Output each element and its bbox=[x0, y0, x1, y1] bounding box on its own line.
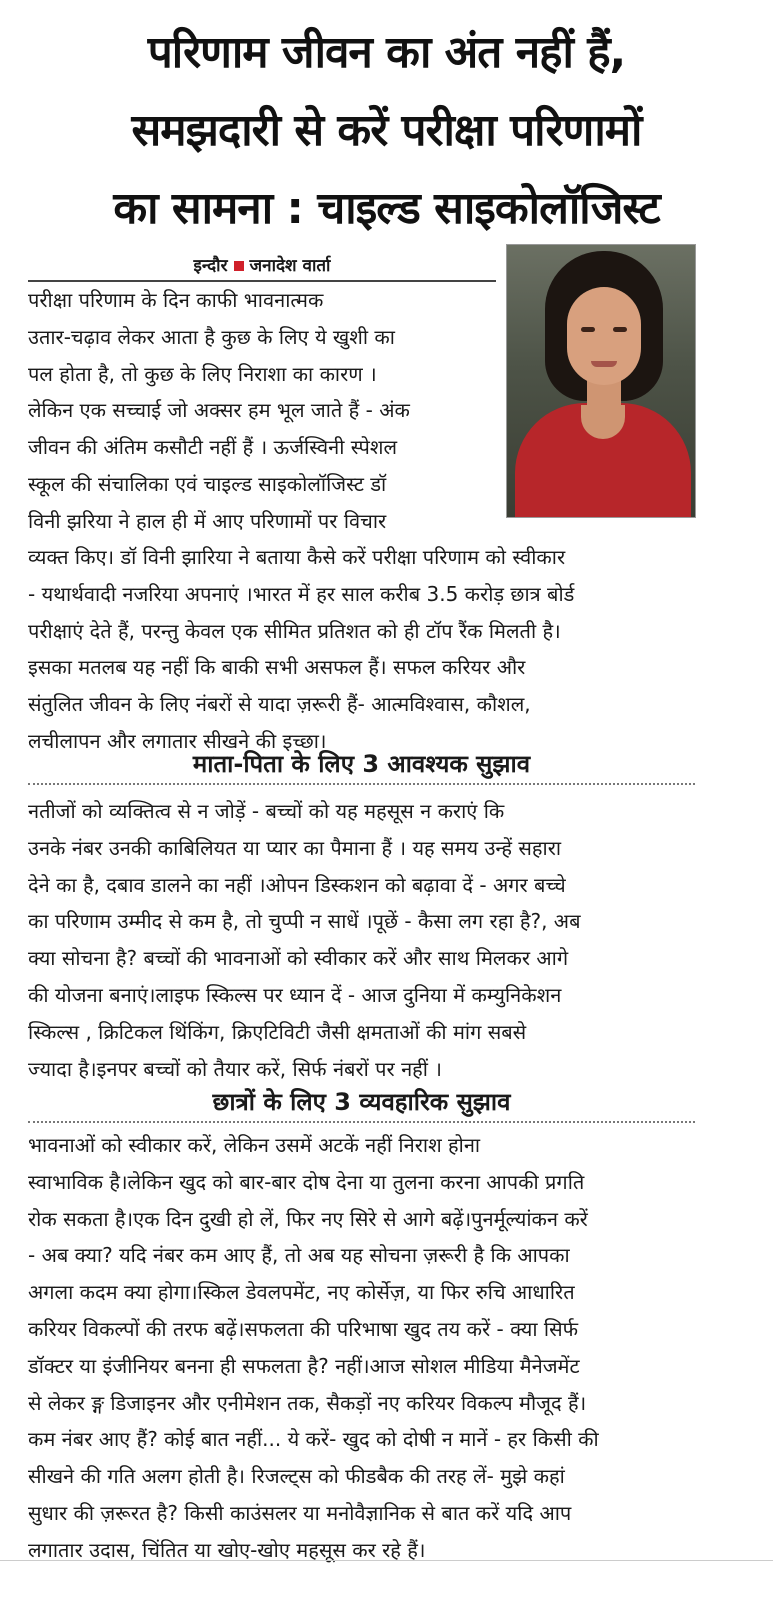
text-line: का परिणाम उम्मीद से कम है, तो चुप्पी न साधें ।पूछें - कैसा लग रहा है?, अब bbox=[28, 909, 581, 934]
text-line: परीक्षा परिणाम के दिन काफी भावनात्मक bbox=[28, 288, 324, 312]
text-line: क्या सोचना है? बच्चों की भावनाओं को स्वीकार करें और साथ मिलकर आगे bbox=[28, 946, 569, 971]
text-line: ज्यादा है।इनपर बच्चों को तैयार करें, सिर्फ नंबरों पर नहीं । bbox=[28, 1056, 442, 1081]
text-line: सीखने की गति अलग होती है। रिजल्ट्स को फीडबैक की तरह लें- मुझे कहां bbox=[28, 1464, 565, 1489]
text-line: उतार-चढ़ाव लेकर आता है कुछ के लिए ये खुशी का bbox=[28, 324, 395, 349]
text-line: विनी झरिया ने हाल ही में आए परिणामों पर विचार bbox=[28, 508, 387, 533]
text-line: की योजना बनाएं।लाइफ स्किल्स पर ध्यान दें - आज दुनिया में कम्युनिकेशन bbox=[28, 982, 562, 1007]
parents-tips-paragraph bbox=[28, 793, 695, 1087]
headline-line-1: परिणाम जीवन का अंत नहीं हैं, bbox=[147, 27, 626, 78]
text-line: करियर विकल्पों की तरफ बढ़ें।सफलता की परिभाषा खुद तय करें - क्या सिर्फ bbox=[28, 1316, 579, 1341]
text-line: देने का है, दबाव डालने का नहीं ।ओपन डिस्कशन को बढ़ावा दें - अगर बच्चे bbox=[28, 872, 566, 897]
students-tips-paragraph bbox=[28, 1127, 695, 1569]
intro-paragraph-wide bbox=[28, 539, 695, 760]
text-line: रोक सकता है।एक दिन दुखी हो लें, फिर नए सिरे से आगे बढ़ें।पुनर्मूल्यांकन करें bbox=[28, 1206, 588, 1231]
text-line: उनके नंबर उनकी काबिलियत या प्यार का पैमाना हैं । यह समय उन्हें सहारा bbox=[28, 835, 562, 860]
text-line: जीवन की अंतिम कसौटी नहीं हैं । ऊर्जस्विनी स्पेशल bbox=[28, 435, 398, 460]
text-line: संतुलित जीवन के लिए नंबरों से यादा ज़रूरी हैं- आत्मविश्वास, कौशल, bbox=[28, 692, 531, 717]
headline bbox=[20, 14, 753, 248]
headline-line-2: समझदारी से करें परीक्षा परिणामों bbox=[131, 105, 642, 156]
photo-face bbox=[567, 287, 641, 385]
text-line: भावनाओं को स्वीकार करें, लेकिन उसमें अटकें नहीं निराश होना bbox=[28, 1133, 481, 1157]
byline-city: इन्दौर bbox=[193, 256, 228, 276]
byline bbox=[28, 252, 496, 282]
text-line: परीक्षाएं देते हैं, परन्तु केवल एक सीमित प्रतिशत को ही टॉप रैंक मिलती है। bbox=[28, 618, 561, 643]
red-square-icon bbox=[234, 261, 244, 271]
headline-line-3: का सामना : चाइल्ड साइकोलॉजिस्ट bbox=[113, 183, 660, 234]
text-line: स्वाभाविक है।लेकिन खुद को बार-बार दोष देना या तुलना करना आपकी प्रगति bbox=[28, 1169, 585, 1194]
text-line: कम नंबर आए हैं? कोई बात नहीं... ये करें- खुद को दोषी न मानें - हर किसी की bbox=[28, 1427, 599, 1452]
text-line: लचीलापन और लगातार सीखने की इच्छा। bbox=[28, 728, 327, 753]
text-line: इसका मतलब यह नहीं कि बाकी सभी असफल हैं। सफल करियर और bbox=[28, 655, 526, 680]
text-line: स्किल्स , क्रिटिकल थिंकिंग, क्रिएटिविटी जैसी क्षमताओं की मांग सबसे bbox=[28, 1019, 527, 1044]
text-line: से लेकर ङ्ग डिजाइनर और एनीमेशन तक, सैकड़ों नए करियर विकल्प मौजूद हैं। bbox=[28, 1390, 587, 1415]
text-line: नतीजों को व्यक्तित्व से न जोड़ें - बच्चों को यह महसूस न कराएं कि bbox=[28, 799, 505, 823]
author-photo bbox=[506, 244, 696, 518]
byline-source: जनादेश वार्ता bbox=[249, 256, 331, 276]
text-line: अगला कदम क्या होगा।स्किल डेवलपमेंट, नए कोर्सेज़, या फिर रुचि आधारित bbox=[28, 1280, 575, 1305]
text-line: व्यक्त किए। डॉ विनी झारिया ने बताया कैसे करें परीक्षा परिणाम को स्वीकार bbox=[28, 545, 566, 569]
text-line: पल होता है, तो कुछ के लिए निराशा का कारण । bbox=[28, 361, 377, 386]
students-tips-heading: छात्रों के लिए 3 व्यवहारिक सुझाव bbox=[28, 1083, 695, 1123]
intro-paragraph-narrow bbox=[28, 282, 500, 540]
photo-eye bbox=[581, 327, 595, 332]
text-line: - अब क्या? यदि नंबर कम आए हैं, तो अब यह सोचना ज़रूरी है कि आपका bbox=[28, 1243, 570, 1268]
text-line: लेकिन एक सच्चाई जो अक्सर हम भूल जाते हैं - अंक bbox=[28, 398, 410, 423]
text-line: - यथार्थवादी नजरिया अपनाएं ।भारत में हर साल करीब 3.5 करोड़ छात्र बोर्ड bbox=[28, 581, 575, 606]
text-line: सुधार की ज़रूरत है? किसी काउंसलर या मनोवैज्ञानिक से बात करें यदि आप bbox=[28, 1500, 572, 1525]
parents-tips-heading: माता-पिता के लिए 3 आवश्यक सुझाव bbox=[28, 745, 695, 785]
text-line: डॉक्टर या इंजीनियर बनना ही सफलता है? नहीं।आज सोशल मीडिया मैनेजमेंट bbox=[28, 1353, 580, 1378]
text-line: स्कूल की संचालिका एवं चाइल्ड साइकोलॉजिस्ट डॉ bbox=[28, 471, 387, 496]
photo-eye bbox=[613, 327, 627, 332]
bottom-divider bbox=[0, 1560, 773, 1561]
text-line: लगातार उदास, चिंतित या खोए-खोए महसूस कर रहे हैं। bbox=[28, 1537, 426, 1562]
photo-mouth bbox=[591, 361, 617, 367]
